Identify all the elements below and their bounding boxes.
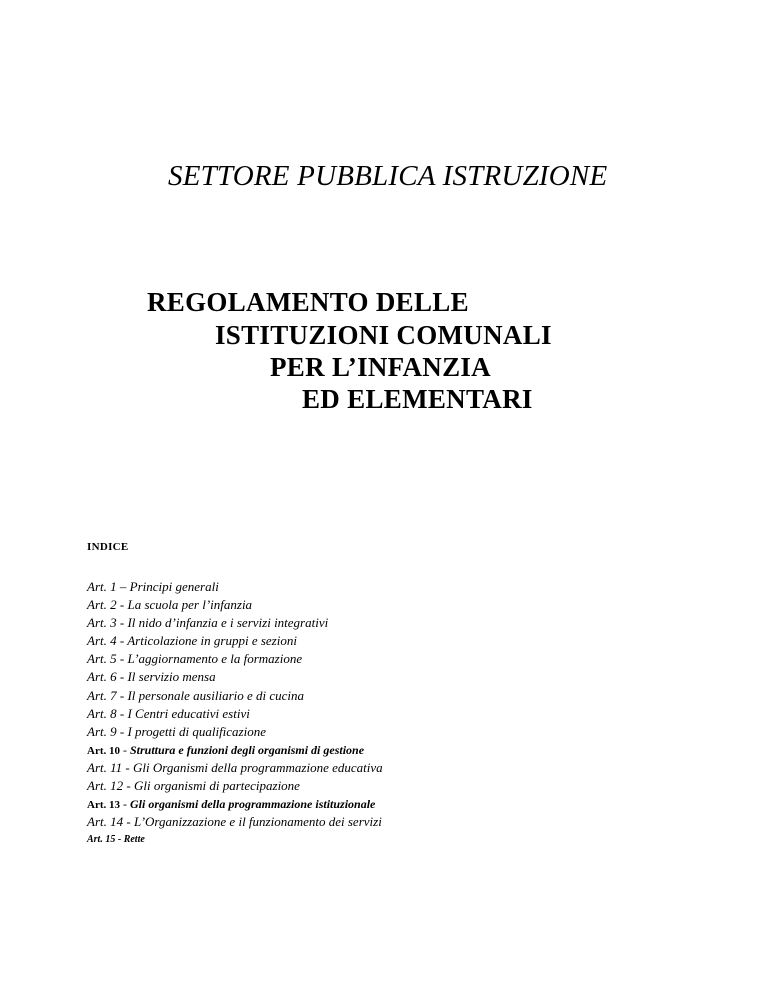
- toc-item: [87, 759, 383, 777]
- toc-item: [87, 614, 383, 632]
- toc-item-number: Art. 12: [87, 778, 124, 794]
- toc-item-label: Principi generali: [129, 579, 219, 594]
- toc-item: [87, 795, 383, 813]
- toc-item-separator: -: [123, 814, 134, 830]
- toc-item-number: Art. 11: [87, 759, 123, 775]
- toc-item-number: Art. 1: [87, 579, 117, 594]
- toc-item: [87, 596, 383, 614]
- toc-item-number: Art. 6: [87, 669, 117, 685]
- toc-item: [87, 723, 383, 741]
- index-heading: INDICE: [87, 541, 129, 553]
- toc-item-number: Art. 7: [87, 687, 117, 703]
- toc-item-number: Art. 2: [87, 597, 117, 613]
- toc-item: [87, 741, 383, 759]
- toc-item-label: L’Organizzazione e il funzionamento dei servizi: [133, 814, 382, 830]
- toc-item-label: L’aggiornamento e la formazione: [127, 651, 303, 667]
- toc-item-label: Il servizio mensa: [127, 669, 216, 685]
- toc-item-separator: -: [120, 797, 130, 812]
- toc-item-label: Gli organismi della programmazione istituzionale: [130, 797, 376, 812]
- toc-item: [87, 831, 383, 849]
- toc-item-separator: -: [116, 651, 128, 667]
- toc-item-separator: -: [116, 723, 128, 739]
- toc-item-number: Art. 14: [87, 814, 124, 830]
- toc-item-number: Art. 10: [87, 744, 120, 757]
- toc-item-number: Art. 15: [87, 834, 116, 846]
- toc-item-separator: -: [122, 759, 133, 775]
- title-line-1: REGOLAMENTO DELLE: [147, 287, 469, 317]
- toc-item-separator: –: [116, 579, 130, 594]
- title-line-4: ED ELEMENTARI: [302, 384, 533, 414]
- toc-item-number: Art. 3: [87, 615, 117, 631]
- toc-item-label: I progetti di qualificazione: [127, 723, 266, 739]
- toc-item-label: Gli organismi di partecipazione: [133, 778, 300, 794]
- toc-item-label: Articolazione in gruppi e sezioni: [127, 633, 297, 649]
- toc-item-label: Il nido d’infanzia e i servizi integrativi: [127, 615, 329, 631]
- toc-item-label: Rette: [123, 834, 145, 846]
- toc-item-separator: -: [116, 633, 128, 649]
- toc-item-separator: -: [116, 615, 128, 631]
- toc-item: [87, 668, 383, 686]
- toc-item-number: Art. 13: [87, 799, 120, 812]
- toc-item-label: Gli Organismi della programmazione educativa: [133, 759, 383, 775]
- toc-item: [87, 813, 383, 831]
- toc-item-number: Art. 4: [87, 633, 117, 649]
- table-of-contents: [87, 578, 383, 849]
- toc-item-separator: -: [116, 687, 128, 703]
- toc-item-number: Art. 8: [87, 705, 117, 721]
- toc-item-separator: -: [123, 778, 134, 794]
- toc-item: [87, 632, 383, 650]
- toc-item-number: Art. 9: [87, 723, 117, 739]
- toc-item-separator: -: [120, 742, 130, 757]
- toc-item: [87, 650, 383, 668]
- toc-item-label: I Centri educativi estivi: [127, 705, 250, 721]
- department-heading: SETTORE PUBBLICA ISTRUZIONE: [168, 160, 608, 192]
- toc-item-label: La scuola per l’infanzia: [127, 597, 253, 613]
- toc-item: [87, 687, 383, 705]
- toc-item-separator: -: [116, 705, 128, 721]
- toc-item-label: Struttura e funzioni degli organismi di gestione: [130, 742, 365, 757]
- toc-item: [87, 705, 383, 723]
- title-line-2: ISTITUZIONI COMUNALI: [215, 320, 552, 350]
- toc-item: [87, 578, 383, 596]
- toc-item-label: Il personale ausiliario e di cucina: [127, 687, 305, 703]
- toc-item-separator: -: [115, 834, 124, 846]
- toc-item-number: Art. 5: [87, 651, 117, 667]
- toc-item-separator: -: [116, 669, 128, 685]
- toc-item: [87, 777, 383, 795]
- title-line-3: PER L’INFANZIA: [270, 352, 491, 382]
- toc-item-separator: -: [116, 597, 128, 613]
